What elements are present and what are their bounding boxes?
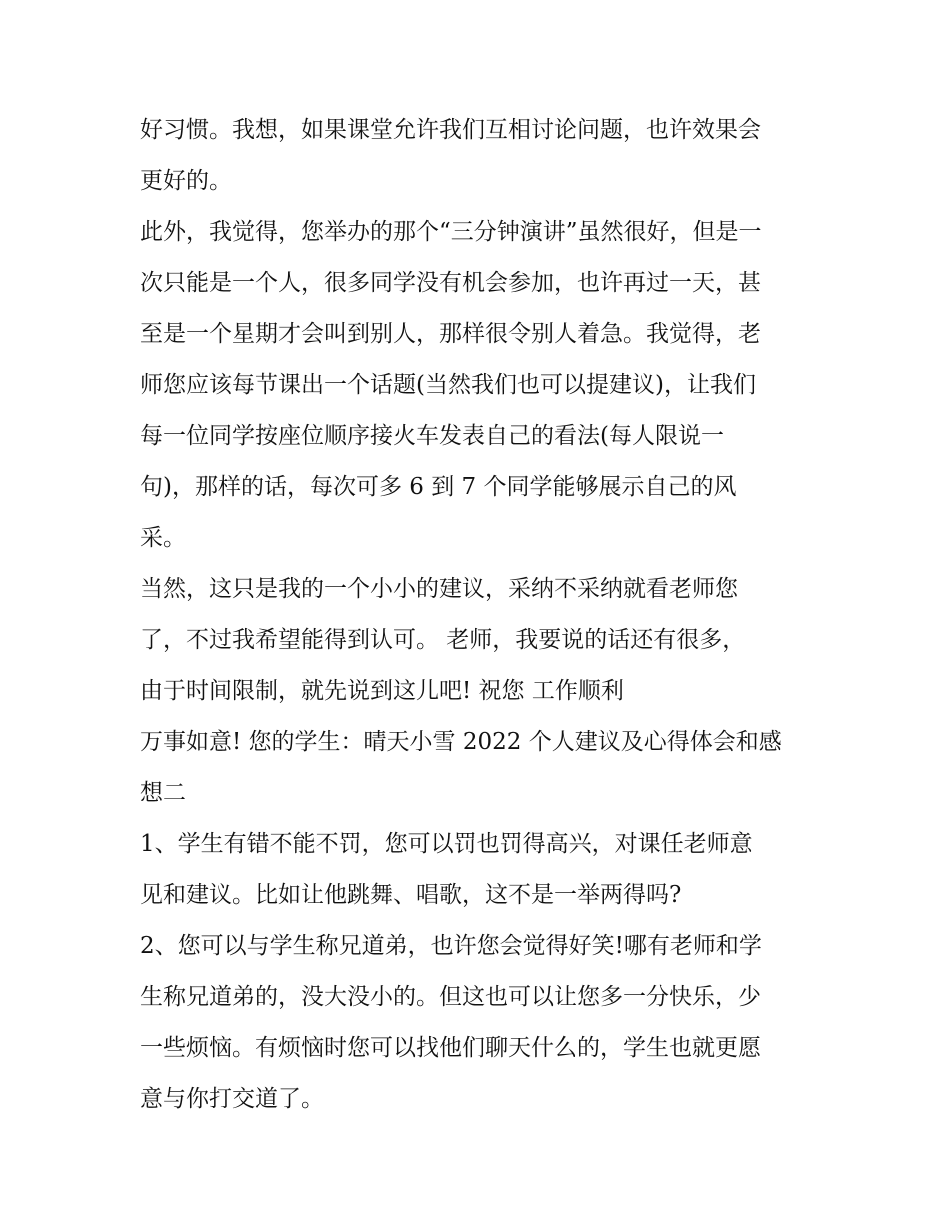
text-line: 万事如意! 您的学生：晴天小雪 2022 个人建议及心得体会和感 [140, 729, 782, 755]
text-line: 一些烦恼。有烦恼时您可以找他们聊天什么的，学生也就更愿 [140, 1035, 761, 1061]
text-line: 2、您可以与学生称兄道弟，也许您会觉得好笑!哪有老师和学 [140, 933, 762, 959]
text-line: 更好的。 [140, 168, 232, 194]
text-line: 至是一个星期才会叫到别人，那样很令别人着急。我觉得，老 [140, 321, 761, 347]
text-line: 见和建议。比如让他跳舞、唱歌，这不是一举两得吗? [140, 882, 682, 908]
text-line: 想二 [140, 780, 186, 806]
text-line: 意与你打交道了。 [140, 1086, 324, 1112]
text-line: 采。 [140, 525, 186, 551]
text-line: 师您应该每节课出一个话题(当然我们也可以提建议)，让我们 [140, 372, 756, 398]
text-line: 句)，那样的话，每次可多 6 到 7 个同学能够展示自己的风 [140, 474, 737, 500]
text-line: 好习惯。我想，如果课堂允许我们互相讨论问题，也许效果会 [140, 117, 761, 143]
text-line: 了，不过我希望能得到认可。 老师，我要说的话还有很多， [140, 627, 746, 653]
text-line: 次只能是一个人，很多同学没有机会参加，也许再过一天，甚 [140, 270, 761, 296]
text-line: 由于时间限制，就先说到这儿吧! 祝您 工作顺利 [140, 678, 624, 704]
text-line: 生称兄道弟的，没大没小的。但这也可以让您多一分快乐，少 [140, 984, 761, 1010]
text-line: 此外，我觉得，您举办的那个“三分钟演讲”虽然很好，但是一 [140, 219, 762, 245]
text-line: 每一位同学按座位顺序接火车发表自己的看法(每人限说一 [140, 423, 724, 449]
text-line: 1、学生有错不能不罚，您可以罚也罚得高兴，对课任老师意 [140, 831, 753, 857]
text-line: 当然，这只是我的一个小小的建议，采纳不采纳就看老师您 [140, 576, 738, 602]
document-body [140, 108, 820, 1128]
